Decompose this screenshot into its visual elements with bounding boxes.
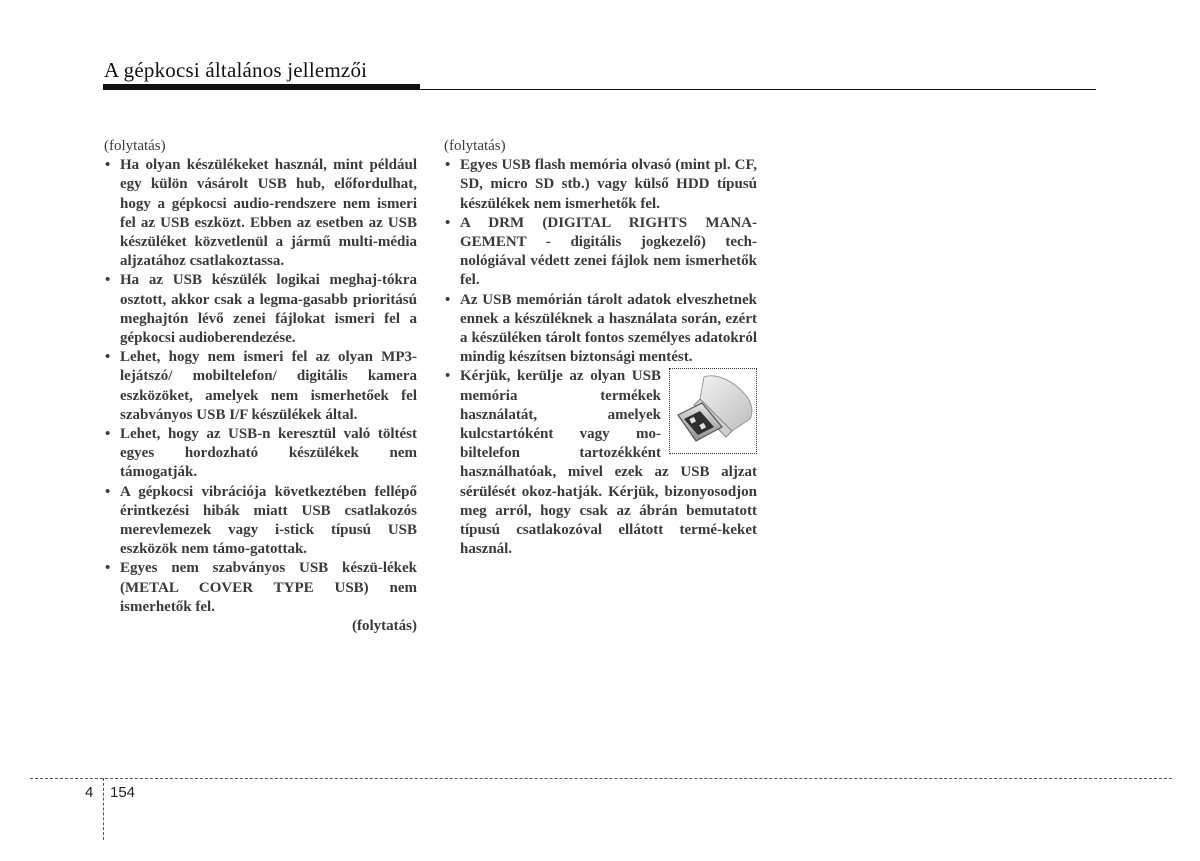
page-header-title: A gépkocsi általános jellemzői (104, 58, 368, 82)
header-rule-thin (420, 89, 1096, 90)
list-item: • Egyes USB flash memória olvasó (mint pl. CF, SD, micro SD stb.) vagy külső HDD típusú készülékek nem ismerhetők fel. (444, 156, 757, 214)
continued-label: (folytatás) (104, 138, 166, 154)
list-item: • Egyes nem szabványos USB készü-lékek (METAL COVER TYPE USB) nem ismerhetők fel. (104, 559, 417, 617)
list-item-text: Kérjük, kerülje az olyan USB memória termékek használatát, amelyek kulcstartóként vagy mo-biltelefon tartozékként használhatóak, mivel ezek az USB aljzat sérülését okoz-hatják. Kérjük, bizonyosodjon meg arról, hogy csak az ábrán bemutatott típusú csatlakozóval ellátott termé-keket használ. (460, 368, 757, 558)
usb-figure (669, 368, 757, 454)
list-item: • Lehet, hogy az USB-n keresztül való töltést egyes hordozható készülékek nem támogatják. (104, 425, 417, 483)
list-item: • Ha olyan készülékeket használ, mint például egy külön vásárolt USB hub, előfordulhat, hogy a gépkocsi audio-rendszere nem ismeri fel az USB eszközt. Ebben az esetben az USB készüléket közvetlenül a jármű multi-média aljzatához csatlakoztassa. (104, 156, 417, 271)
list-item-with-figure (444, 367, 757, 559)
header-rule-thick (103, 84, 420, 90)
right-column (444, 137, 757, 559)
bullet-list (104, 156, 417, 617)
left-column (104, 137, 417, 636)
list-item: • Az USB memórián tárolt adatok elveszhetnek ennek a készüléknek a használata során, ezért a készüléken tárolt fontos személyes adatokról mindig készítsen biztonsági mentést. (444, 291, 757, 368)
list-item: • A gépkocsi vibrációja következtében fellépő érintkezési hibák miatt USB csatlakozós merevlemezek vagy i-stick típusú USB eszközök nem támo-gatottak. (104, 483, 417, 560)
list-item: • Ha az USB készülék logikai meghaj-tókra osztott, akkor csak a legma-gasabb prioritású meghajtón lévő zenei fájlokat ismeri fel a gépkocsi audioberendezése. (104, 271, 417, 348)
footer-vertical-dashed-line (103, 778, 104, 840)
page-number: 154 (110, 784, 136, 801)
continued-label-end: (folytatás) (352, 618, 417, 635)
chapter-number: 4 (85, 784, 94, 801)
list-item: • Lehet, hogy nem ismeri fel az olyan MP3-lejátszó/ mobiltelefon/ digitális kamera eszközöket, amelyek nem ismerhetőek fel szabványos USB I/F készülékek által. (104, 348, 417, 425)
list-item: • A DRM (DIGITAL RIGHTS MANA-GEMENT - digitális jogkezelő) tech-nológiával védett zenei fájlok nem ismerhetők fel. (444, 214, 757, 291)
continued-label: (folytatás) (444, 138, 506, 154)
footer-dashed-line (30, 778, 1172, 779)
bullet-list (444, 156, 757, 559)
usb-flash-drive-icon (670, 369, 756, 453)
